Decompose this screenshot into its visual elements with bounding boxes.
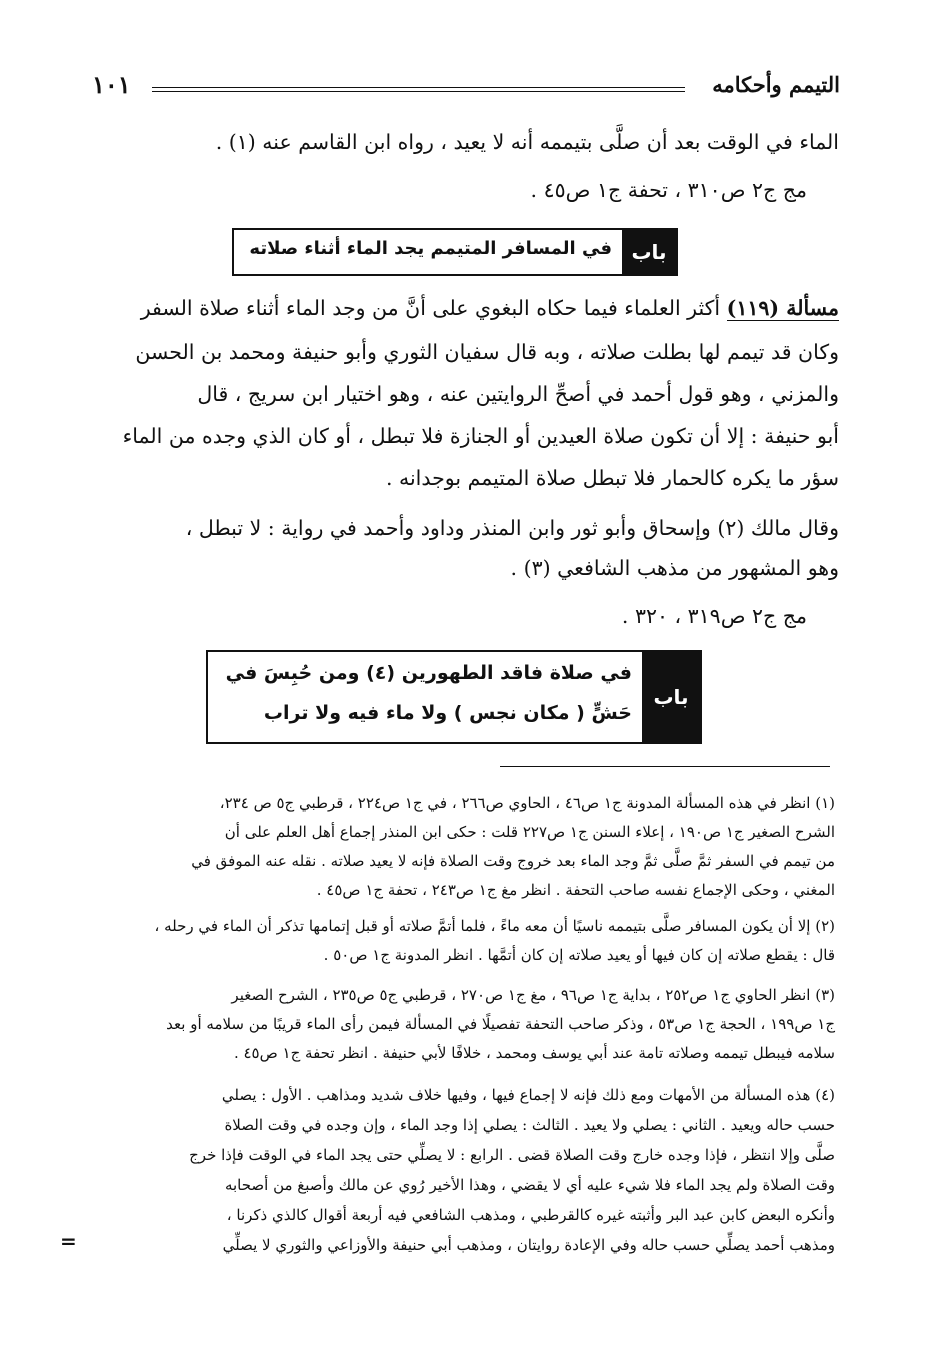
running-header (92, 70, 840, 110)
footnote-separator (500, 766, 830, 767)
source-reference: مج ج٢ ص٣١٩ ، ٣٢٠ . (621, 604, 807, 628)
chapter-title: في المسافر المتيمم يجد الماء أثناء صلاته (249, 238, 612, 259)
issue-first-line: أكثر العلماء فيما حكاه البغوي على أنَّ من وجد الماء أثناء صلاة السفر (140, 296, 721, 320)
chapter-heading-box (206, 650, 702, 744)
header-double-rule (152, 87, 685, 92)
footnote-line: حسب حاله ويعيد . الثاني : يصلي ولا يعيد . الثالث : يصلي إذا وجد الماء ، وإن وجده في وقت الصلاة (224, 1116, 835, 1134)
footnote-line: الشرح الصغير ج١ ص١٩٠ ، إعلاء السنن ج١ ص٢٢٧ قلت : حكى ابن المنذر إجماع أهل العلم على أن (224, 823, 835, 841)
footnote-line: قال : يقطع صلاته إن كان فيها أو يعيد صلاته إن كان أتمَّها . انظر المدونة ج١ ص٥٠ . (323, 946, 835, 964)
footnote-line: ومذهب أحمد يصلِّي حسب حاله وفي الإعادة روايتان ، ومذهب أبي حنيفة والأوزاعي والثوري لا يصلِّي (222, 1236, 835, 1254)
body-line: وهو المشهور من مذهب الشافعي (٣) . (510, 556, 839, 580)
body-line: أبو حنيفة : إلا أن تكون صلاة العيدين أو الجنازة فلا تبطل ، أو كان الذي وجده من الماء (122, 424, 839, 448)
footnote-line: وأنكره البعض كابن عبد البر وأثبته غيره كالقرطبي ، ومذهب الشافعي فيه أربعة أقوال كالذي ذكرنا ، (226, 1206, 835, 1224)
body-line: سؤر ما يكره كالحمار فلا تبطل صلاة المتيمم بوجدانه . (385, 466, 839, 490)
footnote-line: (١) انظر في هذه المسألة المدونة ج١ ص٤٦ ، الحاوي ص٢٦٦ ، في ج١ ص٢٢٤ ، قرطبي ج٥ ص ٢٣٤، (219, 794, 835, 812)
body-line: والمزني ، وهو قول أحمد في أصحِّ الروايتين عنه ، وهو اختيار ابن سريج ، قال (197, 382, 839, 406)
footnote-line: ج١ ص١٩٩ ، الحجة ج١ ص٥٣ ، وذكر صاحب التحفة تفصيلًا في المسألة فيمن رأى الماء قريبًا من سلامه أو بعد (166, 1015, 835, 1033)
footnote-line: (٢) إلا أن يكون المسافر صلَّى بتيممه ناسيًا أن معه ماءً ، فلما أتمَّ صلاته أو قبل إتمامها تذكر أن الماء في رحله ، (154, 917, 835, 935)
chapter-running-title: التيمم وأحكامه (712, 72, 840, 97)
chapter-tag: باب (622, 230, 676, 274)
footnote-line: (٤) هذه المسألة من الأمهات ومع ذلك فإنه لا إجماع فيها ، وفيها خلاف شديد ومذاهب . الأول : يصلي (221, 1086, 835, 1104)
body-line: الماء في الوقت بعد أن صلَّى بتيممه أنه لا يعيد ، رواه ابن القاسم عنه (١) . (215, 130, 839, 154)
issue-number-label: مسألة (١١٩) (726, 296, 839, 320)
footnote-line: وقت الصلاة ولم يجد الماء فلا شيء عليه أي لا يقضي ، وهذا الأخير رُوي عن مالك وأصبغ من أصحابه (224, 1176, 835, 1194)
chapter-heading-box (232, 228, 678, 276)
body-line: وكان قد تيمم لها بطلت صلاته ، وبه قال سفيان الثوري وأبو حنيفة ومحمد بن الحسن (135, 340, 839, 364)
body-line: وقال مالك (٢) وإسحاق وأبو ثور وابن المنذر وداود وأحمد في رواية : لا تبطل ، (185, 516, 839, 540)
chapter-title-line-1: في صلاة فاقد الطهورين (٤) ومن حُبِسَ في (225, 662, 632, 684)
source-reference: مج ج٢ ص٣١٠ ، تحفة ج١ ص٤٥ . (530, 178, 807, 202)
footnote-line: (٣) انظر الحاوي ج١ ص٢٥٢ ، بداية ج١ ص٩٦ ، مغ ج١ ص٢٧٠ ، قرطبي ج٥ ص٢٣٥ ، الشرح الصغير (231, 986, 835, 1004)
footnote-line: من تيمم في السفر ثمَّ صلَّى ثمَّ وجد الماء بعد خروج وقت الصلاة فإنه لا يعيد صلاته . نقله عنه الموفق في (191, 852, 835, 870)
body-line (96, 292, 839, 324)
page-number: ١٠١ (92, 70, 131, 99)
footnote-line: المغني ، وحكى الإجماع نفسه صاحب التحفة . انظر مغ ج١ ص٢٤٣ ، تحفة ج١ ص٤٥ . (316, 881, 835, 899)
footnote-continuation-mark: = (60, 1229, 77, 1253)
chapter-title-line-2: حَشٍّ ( مكان نجس ) ولا ماء فيه ولا تراب (263, 702, 632, 724)
chapter-tag: باب (642, 652, 700, 742)
footnote-line: صلَّى وإلا انتظر ، فإذا وجده خارج وقت الصلاة قضى . الرابع : لا يصلِّي حتى يجد الماء في الوقت فإذا خرج (189, 1146, 835, 1164)
footnote-line: سلامه فيبطل تيممه وصلاته تامة عند أبي يوسف ومحمد ، خلافًا لأبي حنيفة . انظر تحفة ج١ ص٤٥ . (233, 1044, 835, 1062)
